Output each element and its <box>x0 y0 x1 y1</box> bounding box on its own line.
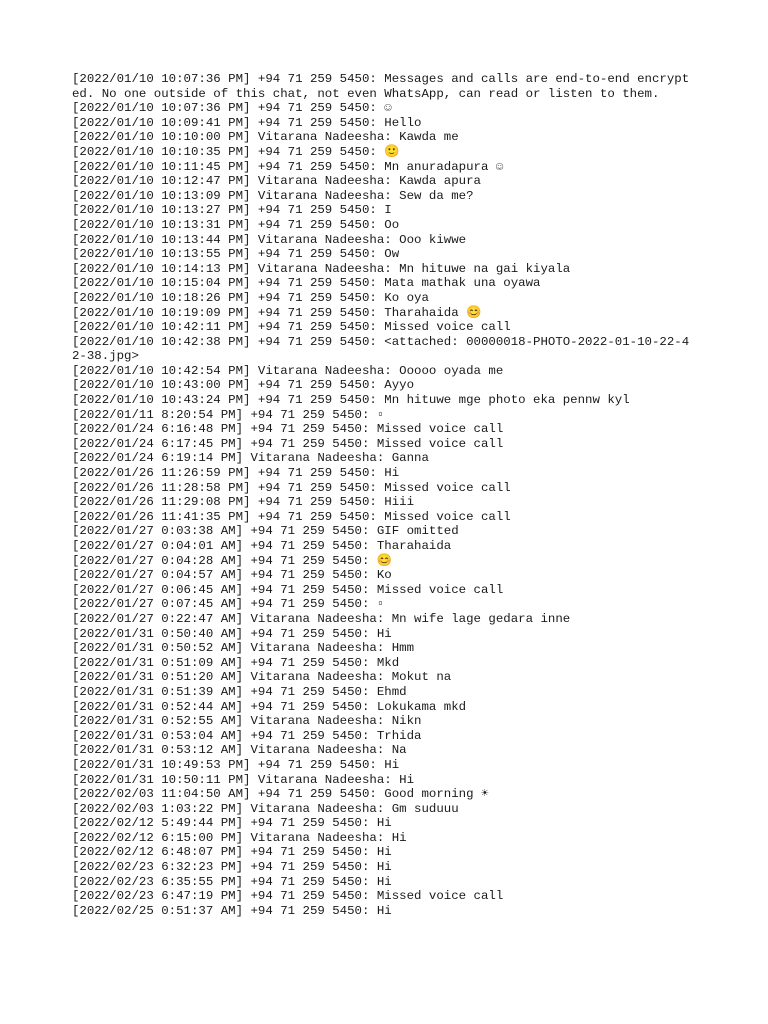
chat-message-line: [2022/01/27 0:06:45 AM] +94 71 259 5450: Missed voice call <box>72 582 504 597</box>
chat-message-line: [2022/02/23 6:35:55 PM] +94 71 259 5450: Hi <box>72 874 392 889</box>
chat-message-line: [2022/02/12 6:48:07 PM] +94 71 259 5450: Hi <box>72 845 392 860</box>
chat-message-line: [2022/01/31 0:52:44 AM] +94 71 259 5450: Lokukama mkd <box>72 699 467 714</box>
chat-message-line: [2022/01/31 0:50:40 AM] +94 71 259 5450: Hi <box>72 626 392 641</box>
chat-message-line: [2022/01/31 10:49:53 PM] +94 71 259 5450: Hi <box>72 757 400 772</box>
chat-message-line: [2022/01/31 0:51:09 AM] +94 71 259 5450: Mkd <box>72 655 400 670</box>
chat-message-line: [2022/01/31 0:51:39 AM] +94 71 259 5450: Ehmd <box>72 684 407 699</box>
chat-message-line: [2022/01/10 10:07:36 PM] +94 71 259 5450: ☺ <box>72 101 392 116</box>
chat-message-line: [2022/01/24 6:17:45 PM] +94 71 259 5450: Missed voice call <box>72 436 504 451</box>
chat-message-line: [2022/01/26 11:28:58 PM] +94 71 259 5450: Missed voice call <box>72 480 511 495</box>
chat-message-line: [2022/01/31 0:53:04 AM] +94 71 259 5450: Trhida <box>72 728 422 743</box>
chat-message-line: [2022/01/10 10:13:31 PM] +94 71 259 5450: Oo <box>72 217 400 232</box>
chat-message-line: [2022/01/24 6:19:14 PM] Vitarana Nadeesha: Ganna <box>72 451 429 466</box>
chat-message-line: [2022/01/10 10:43:24 PM] +94 71 259 5450: Mn hituwe mge photo eka pennw kyl <box>72 393 630 408</box>
chat-message-line: [2022/01/27 0:04:01 AM] +94 71 259 5450: Tharahaida <box>72 539 452 553</box>
chat-message-line: [2022/02/03 11:04:50 AM] +94 71 259 5450: Good morning ☀ <box>72 787 489 802</box>
chat-message-line: [2022/01/26 11:26:59 PM] +94 71 259 5450: Hi <box>72 466 400 481</box>
chat-message-line: [2022/01/10 10:12:47 PM] Vitarana Nadeesha: Kawda apura <box>72 174 481 189</box>
chat-message-line: [2022/01/31 10:50:11 PM] Vitarana Nadeesha: Hi <box>72 772 415 787</box>
chat-message-line: [2022/01/10 10:13:09 PM] Vitarana Nadeesha: Sew da me? <box>72 188 474 203</box>
chat-message-line: [2022/01/27 0:04:28 AM] +94 71 259 5450: 😊 <box>72 553 393 568</box>
chat-message-line: [2022/01/27 0:07:45 AM] +94 71 259 5450: ▫ <box>72 597 385 612</box>
chat-message-line: [2022/01/10 10:18:26 PM] +94 71 259 5450: Ko oya <box>72 290 429 305</box>
chat-message-line: [2022/02/25 0:51:37 AM] +94 71 259 5450: Hi <box>72 903 392 918</box>
chat-message-line: [2022/01/26 11:29:08 PM] +94 71 259 5450: Hiii <box>72 495 415 510</box>
chat-message-line: [2022/01/31 0:53:12 AM] Vitarana Nadeesha: Na <box>72 743 407 758</box>
chat-message-line: [2022/01/10 10:13:55 PM] +94 71 259 5450: Ow <box>72 247 400 262</box>
chat-message-line: [2022/01/10 10:42:38 PM] +94 71 259 5450: <attached: 00000018-PHOTO-2022-01-10-22-42-38.jpg> <box>72 334 690 364</box>
chat-message-line: [2022/01/10 10:13:44 PM] Vitarana Nadeesha: Ooo kiwwe <box>72 232 467 247</box>
chat-message-line: [2022/01/26 11:41:35 PM] +94 71 259 5450: Missed voice call <box>72 509 511 524</box>
chat-message-line: [2022/01/10 10:14:13 PM] Vitarana Nadeesha: Mn hituwe na gai kiyala <box>72 261 571 276</box>
chat-message-line: [2022/01/10 10:10:35 PM] +94 71 259 5450: 🙂 <box>72 144 400 159</box>
chat-message-line: [2022/01/10 10:43:00 PM] +94 71 259 5450: Ayyo <box>72 378 415 393</box>
chat-message-line: [2022/01/11 8:20:54 PM] +94 71 259 5450: ▫ <box>72 407 385 422</box>
chat-message-line: [2022/01/24 6:16:48 PM] +94 71 259 5450: Missed voice call <box>72 422 504 437</box>
chat-message-line: [2022/01/10 10:19:09 PM] +94 71 259 5450: Tharahaida 😊 <box>72 305 482 320</box>
chat-message-line: [2022/01/31 0:52:55 AM] Vitarana Nadeesha: Nikn <box>72 714 422 729</box>
chat-message-line: [2022/01/31 0:50:52 AM] Vitarana Nadeesha: Hmm <box>72 641 415 656</box>
chat-message-line: [2022/02/23 6:47:19 PM] +94 71 259 5450: Missed voice call <box>72 889 504 904</box>
chat-message-line: [2022/01/10 10:09:41 PM] +94 71 259 5450: Hello <box>72 115 422 130</box>
chat-message-line: [2022/01/27 0:22:47 AM] Vitarana Nadeesha: Mn wife lage gedara inne <box>72 611 571 626</box>
chat-message-line: [2022/01/27 0:04:57 AM] +94 71 259 5450: Ko <box>72 568 392 583</box>
chat-message-line: [2022/01/31 0:51:20 AM] Vitarana Nadeesha: Mokut na <box>72 670 452 685</box>
chat-message-line: [2022/01/10 10:07:36 PM] +94 71 259 5450: Messages and calls are end-to-end encrypted. No one outside of this chat, not even WhatsApp, can read or listen to them. <box>72 72 690 101</box>
chat-message-line: [2022/01/10 10:15:04 PM] +94 71 259 5450: Mata mathak una oyawa <box>72 276 541 291</box>
chat-message-line: [2022/02/03 1:03:22 PM] Vitarana Nadeesha: Gm suduuu <box>72 801 459 816</box>
chat-message-line: [2022/01/10 10:42:11 PM] +94 71 259 5450: Missed voice call <box>72 320 511 335</box>
chat-message-line: [2022/02/23 6:32:23 PM] +94 71 259 5450: Hi <box>72 860 392 875</box>
chat-message-line: [2022/02/12 5:49:44 PM] +94 71 259 5450: Hi <box>72 816 392 831</box>
chat-message-line: [2022/01/10 10:11:45 PM] +94 71 259 5450: Mn anuradapura ☺ <box>72 159 504 174</box>
chat-message-line: [2022/01/10 10:42:54 PM] Vitarana Nadeesha: Ooooo oyada me <box>72 363 504 378</box>
chat-message-line: [2022/02/12 6:15:00 PM] Vitarana Nadeesha: Hi <box>72 830 407 845</box>
chat-message-line: [2022/01/27 0:03:38 AM] +94 71 259 5450: GIF omitted <box>72 524 459 539</box>
chat-message-line: [2022/01/10 10:13:27 PM] +94 71 259 5450: I <box>72 203 392 218</box>
chat-message-line: [2022/01/10 10:10:00 PM] Vitarana Nadeesha: Kawda me <box>72 130 459 145</box>
chat-transcript <box>72 72 696 918</box>
